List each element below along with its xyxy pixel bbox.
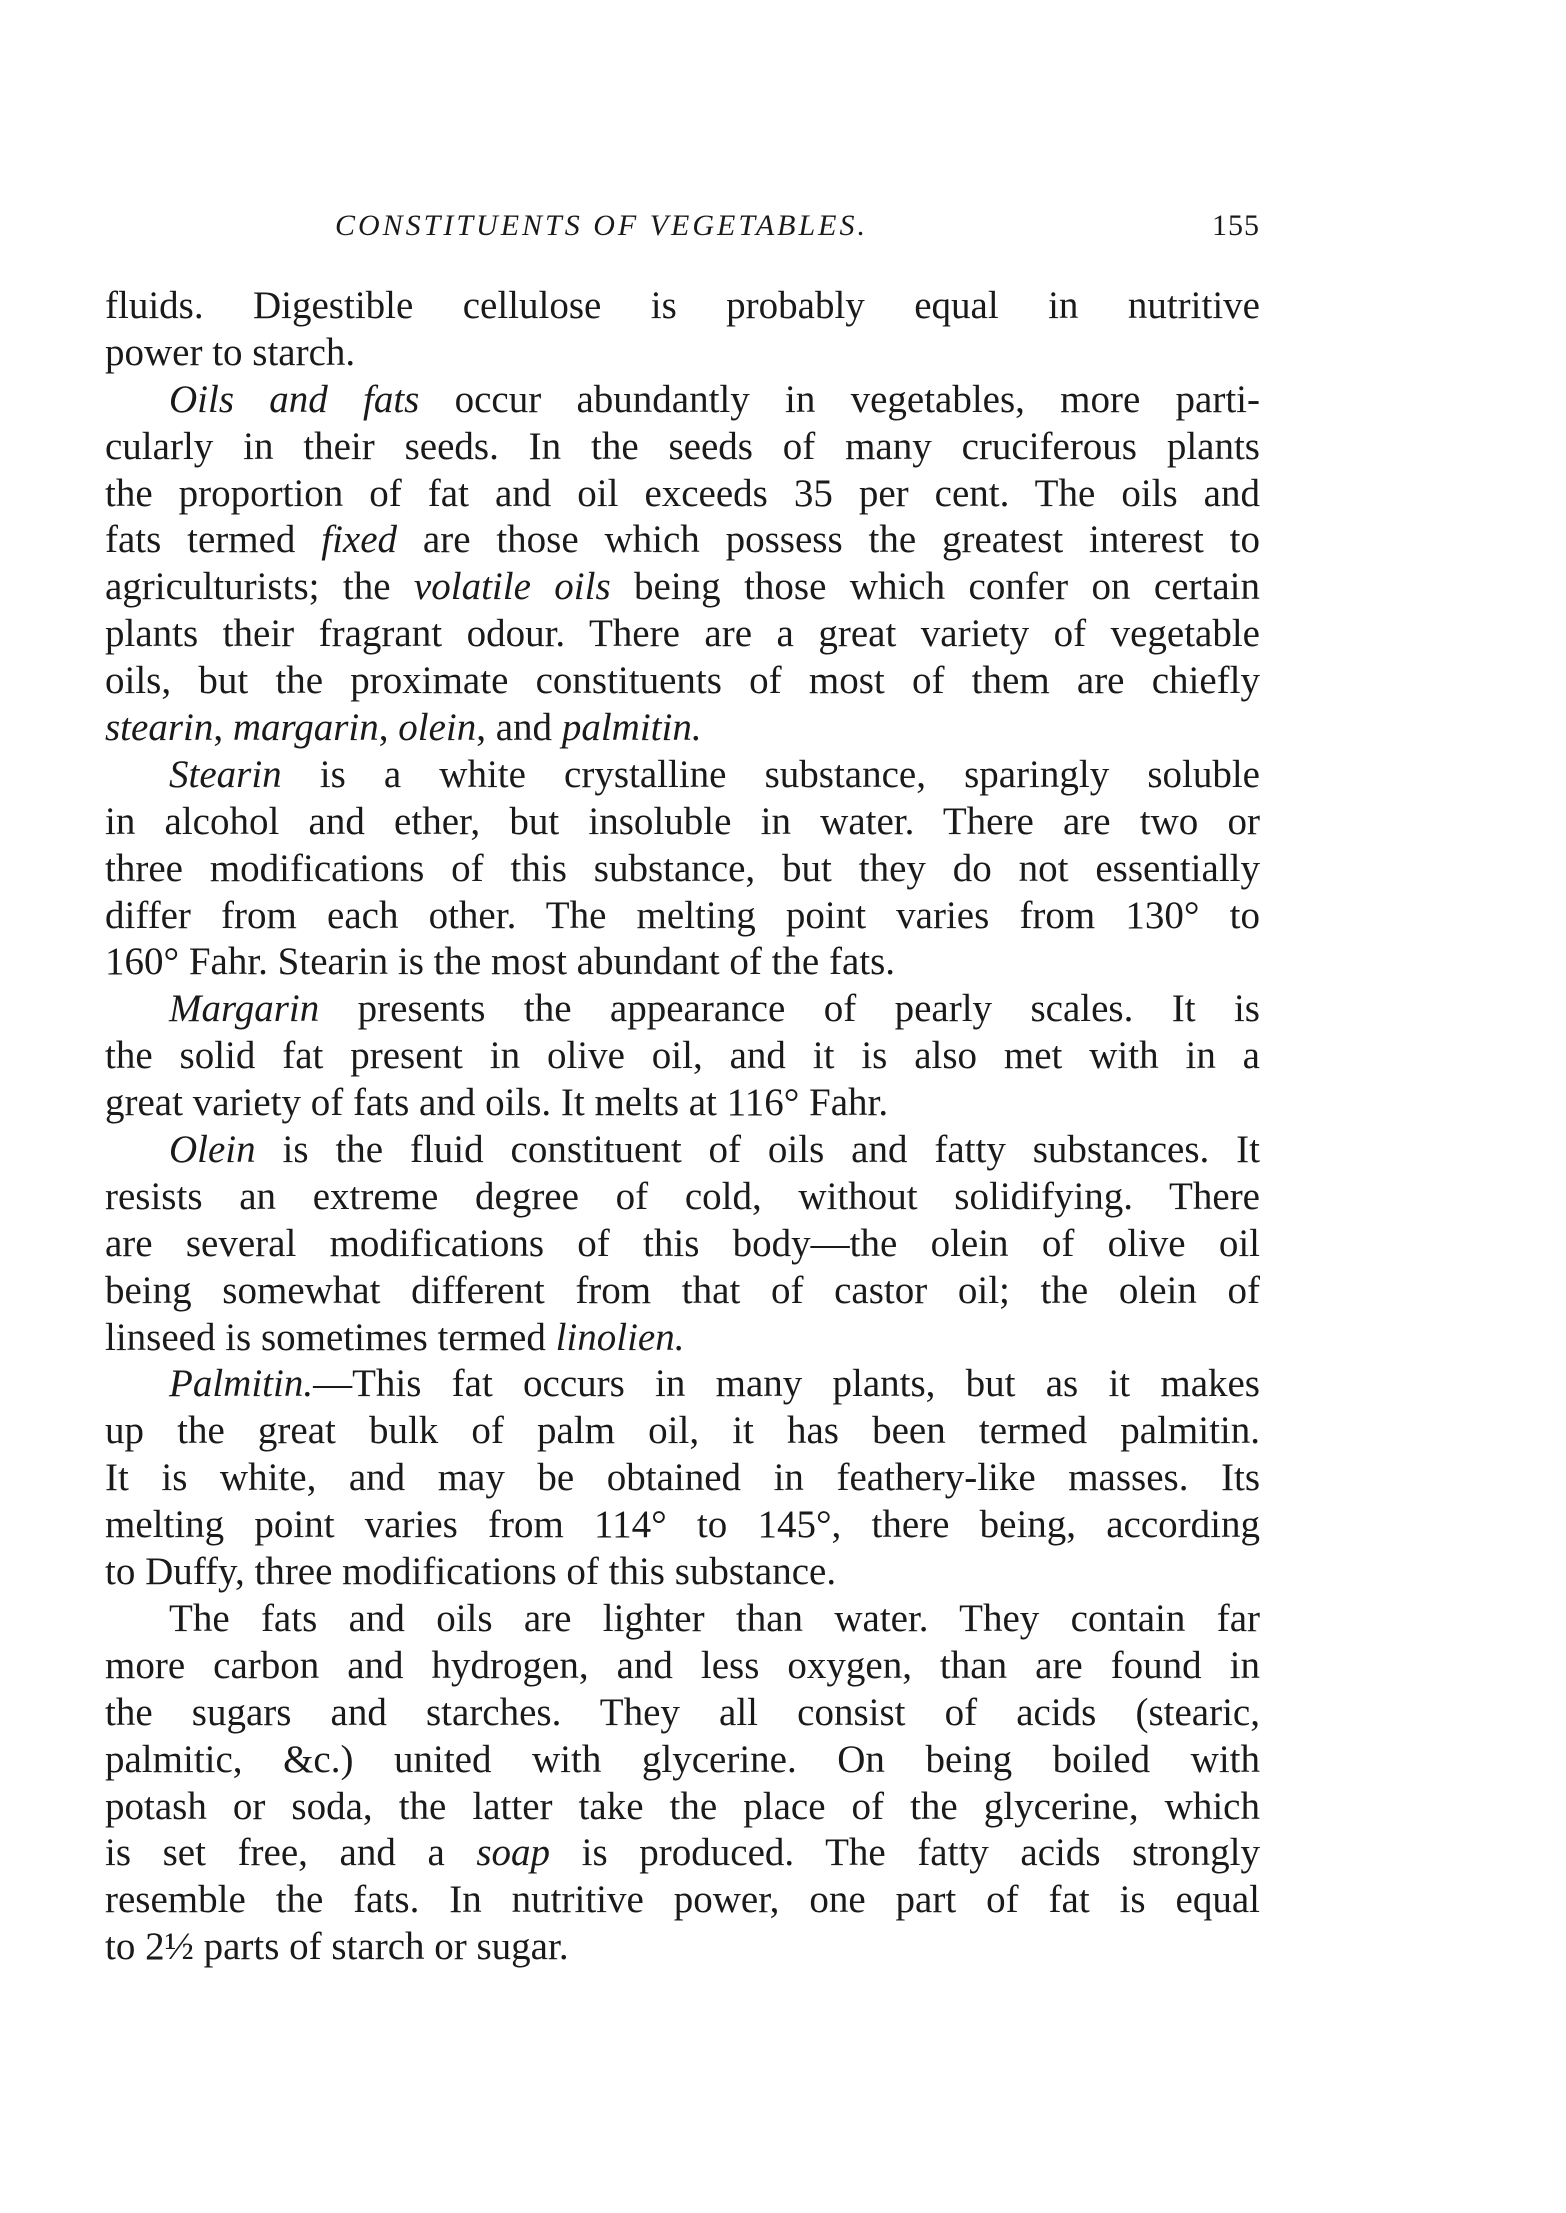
text-line	[105, 611, 1260, 658]
text-line	[105, 283, 1260, 330]
text-run: being somewhat different from that of castor oil; the olein of	[105, 1268, 1260, 1312]
running-header	[335, 206, 1260, 246]
text-line	[105, 517, 1260, 564]
text-run: the sugars and starches. They all consist of acids (stearic,	[105, 1690, 1260, 1734]
text-line	[105, 1315, 1260, 1362]
text-line	[105, 1737, 1260, 1784]
text-run: The fats and oils are lighter than water. They contain far	[169, 1596, 1260, 1640]
italic-term: Olein	[169, 1128, 256, 1172]
text-line	[105, 1268, 1260, 1315]
italic-term: Palmitin.	[169, 1362, 314, 1406]
text-run: up the great bulk of palm oil, it has been termed palmitin.	[105, 1409, 1260, 1453]
text-run: ,	[378, 706, 399, 750]
text-run: is set free, and a	[105, 1831, 477, 1875]
text-line	[105, 1596, 1260, 1643]
text-run: resists an extreme degree of cold, without solidifying. There	[105, 1174, 1260, 1218]
text-line	[105, 1690, 1260, 1737]
italic-term: volatile oils	[413, 565, 611, 609]
italic-term: stearin	[105, 706, 214, 750]
text-line	[105, 424, 1260, 471]
running-title: CONSTITUENTS OF VEGETABLES.	[335, 209, 868, 242]
italic-term: palmitin.	[561, 706, 702, 750]
text-line	[105, 1455, 1260, 1502]
text-line	[105, 939, 1260, 986]
text-line	[105, 658, 1260, 705]
text-line	[105, 1033, 1260, 1080]
text-run: fluids. Digestible cellulose is probably equal in nutritive	[105, 284, 1260, 327]
text-run: more carbon and hydrogen, and less oxygen, than are found in	[105, 1643, 1260, 1687]
text-line	[105, 1221, 1260, 1268]
text-run: the proportion of fat and oil exceeds 35 per cent. The oils and	[105, 471, 1260, 515]
text-run: to Duffy, three modifications of this substance.	[105, 1550, 837, 1594]
text-run: plants their fragrant odour. There are a great variety of vegetable	[105, 612, 1260, 656]
italic-term: Stearin	[169, 752, 282, 796]
text-run: potash or soda, the latter take the place of the glycerine, which	[105, 1784, 1260, 1828]
text-run: the solid fat present in olive oil, and it is also met with in a	[105, 1034, 1260, 1078]
text-line	[105, 1643, 1260, 1690]
text-run: being those which confer on certain	[610, 565, 1261, 609]
text-run: palmitic, &c.) united with glycerine. On being boiled with	[105, 1737, 1260, 1781]
text-line	[105, 1924, 1260, 1971]
text-run: —This fat occurs in many plants, but as it makes	[313, 1362, 1260, 1406]
text-run: agriculturists; the	[105, 565, 414, 609]
text-line	[105, 893, 1260, 940]
text-run: melting point varies from 114° to 145°, there being, according	[105, 1503, 1260, 1547]
italic-term: linolien.	[555, 1315, 685, 1359]
text-run: in alcohol and ether, but insoluble in water. There are two or	[105, 799, 1260, 843]
text-run: ,	[213, 706, 233, 750]
italic-term: margarin	[232, 706, 379, 750]
body-text	[105, 283, 1260, 1971]
text-run: It is white, and may be obtained in feathery-like masses. Its	[105, 1456, 1260, 1500]
text-run: oils, but the proximate constituents of most of them are chiefly	[105, 659, 1260, 703]
text-run: fats termed	[105, 518, 322, 562]
text-line	[105, 986, 1260, 1033]
italic-term: Margarin	[169, 987, 320, 1031]
text-line	[105, 330, 1260, 377]
text-line	[105, 1502, 1260, 1549]
text-run: differ from each other. The melting point varies from 130° to	[105, 893, 1260, 937]
text-run: 160° Fahr. Stearin is the most abundant of the fats.	[105, 940, 896, 984]
text-run: cularly in their seeds. In the seeds of many cruciferous plants	[105, 424, 1260, 468]
text-run: are those which possess the greatest interest to	[397, 518, 1261, 562]
text-line	[105, 377, 1260, 424]
text-run: power to starch.	[105, 330, 356, 374]
italic-term: soap	[476, 1831, 551, 1875]
text-run: is the fluid constituent of oils and fatty substances. It	[255, 1128, 1260, 1172]
text-line	[105, 564, 1260, 611]
text-run: to 2½ parts of starch or sugar.	[105, 1925, 569, 1969]
text-line	[105, 1174, 1260, 1221]
italic-term: olein	[398, 706, 477, 750]
text-line	[105, 1127, 1260, 1174]
text-run: resemble the fats. In nutritive power, one part of fat is equal	[105, 1878, 1260, 1922]
text-run: presents the appearance of pearly scales. It is	[319, 987, 1260, 1031]
text-run: , and	[476, 706, 562, 750]
text-run: occur abundantly in vegetables, more parti-	[419, 377, 1260, 421]
text-run: three modifications of this substance, but they do not essentially	[105, 846, 1260, 890]
page-number: 155	[1212, 209, 1260, 242]
text-line	[105, 1361, 1260, 1408]
text-run: linseed is sometimes termed	[105, 1315, 556, 1359]
italic-term: fixed	[321, 518, 398, 562]
text-line	[105, 846, 1260, 893]
text-line	[105, 1877, 1260, 1924]
text-run: is a white crystalline substance, sparingly soluble	[281, 752, 1260, 796]
text-line	[105, 1080, 1260, 1127]
text-run: great variety of fats and oils. It melts at 116° Fahr.	[105, 1081, 889, 1125]
text-line	[105, 1830, 1260, 1877]
text-line	[105, 1408, 1260, 1455]
text-line	[105, 1784, 1260, 1831]
text-line	[105, 1549, 1260, 1596]
text-line	[105, 705, 1260, 752]
text-line	[105, 752, 1260, 799]
text-line	[105, 471, 1260, 518]
text-run: is produced. The fatty acids strongly	[550, 1831, 1260, 1875]
italic-term: Oils and fats	[169, 377, 420, 421]
text-run: are several modifications of this body—the olein of olive oil	[105, 1221, 1260, 1265]
text-line	[105, 799, 1260, 846]
